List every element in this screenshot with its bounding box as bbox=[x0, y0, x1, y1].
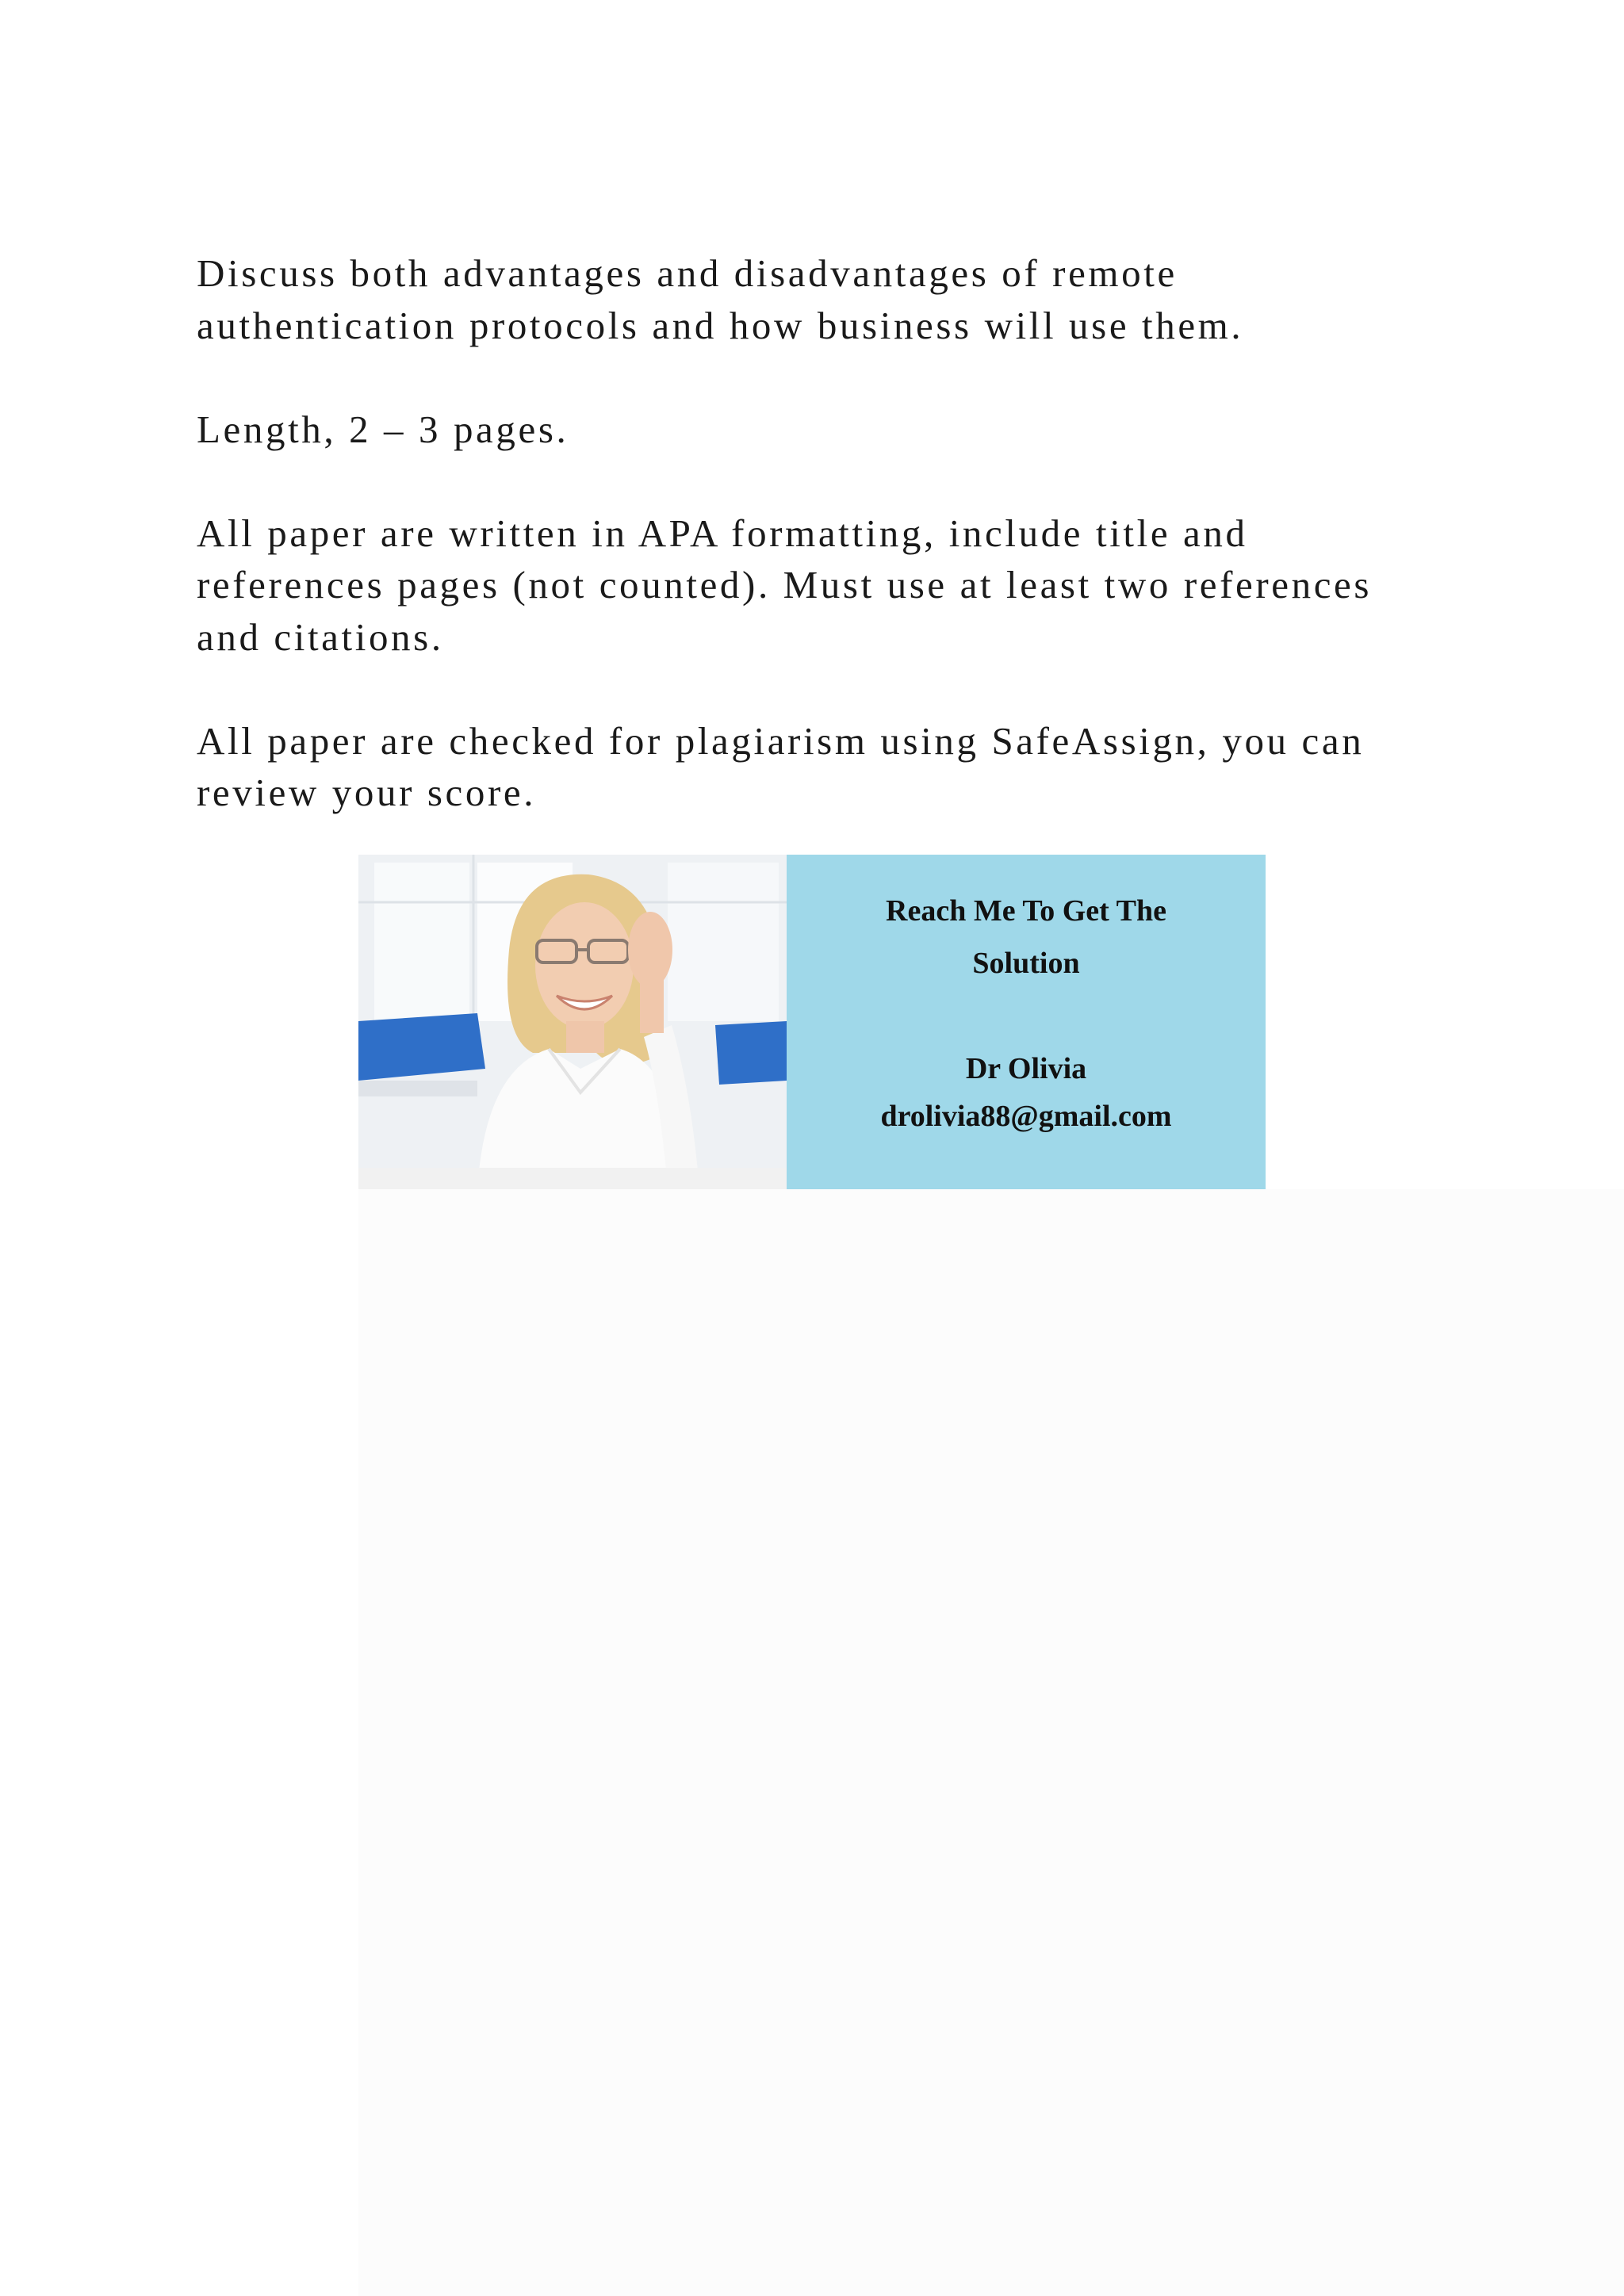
cta-heading: Reach Me To Get The Solution bbox=[886, 894, 1166, 980]
contact-email: drolivia88@gmail.com bbox=[880, 1100, 1172, 1133]
contact-banner bbox=[358, 855, 1266, 1189]
paragraph-length: Length, 2 – 3 pages. bbox=[197, 407, 569, 451]
paragraph-prompt: Discuss both advantages and disadvantages of remote authentication protocols and how business will use them. bbox=[197, 251, 1244, 347]
woman-photo bbox=[358, 855, 787, 1189]
contact-panel bbox=[787, 855, 1266, 1189]
contact-details bbox=[818, 1045, 1234, 1140]
contact-name: Dr Olivia bbox=[965, 1052, 1087, 1085]
blank-image-area bbox=[358, 1189, 1624, 2296]
paragraph-plagiarism: All paper are checked for plagiarism using SafeAssign, you can review your score. bbox=[197, 718, 1365, 814]
paragraph-formatting: All paper are written in APA formatting, include title and references pages (not counted). Must use at least two references and citations. bbox=[197, 511, 1373, 659]
assignment-text bbox=[197, 247, 1513, 871]
